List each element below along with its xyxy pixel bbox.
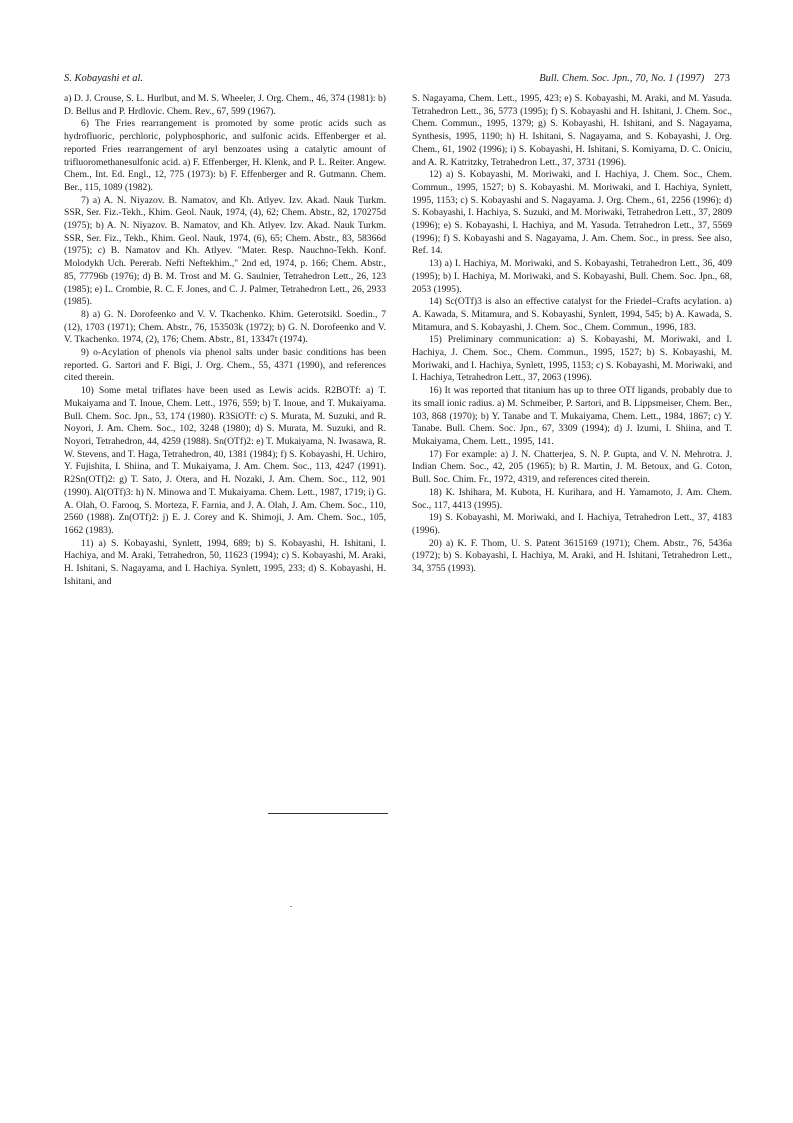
header-authors: S. Kobayashi et al.: [64, 73, 144, 84]
reference-note: 7) a) A. N. Niyazov. B. Namatov, and Kh. Atlyev. Izv. Akad. Nauk Turkm. SSR, Ser. Fiz.-Tekh., Khim. Geol. Nauk, 1974, (4), 62; Chem. Abstr., 82, 170275d (1975); b) A. N. Niyazov. B. Namatov, and Kh. Atlyev. Izv. Akad. Nauk Turkm. SSR, Ser. Fiz., Tekh., Khim. Geol. Nauk, 1974, (6), 65; Chem. Abstr., 83, 58366d (1975); c) B. Namatov and Kh. Atlyev. "Mater. Resp. Nauchno-Tekh. Konf. Molodykh Uch. Pererab. Nefti Neftekhim.," 2nd ed, 1974, p. 166; Chem. Abstr., 85, 77796b (1976); d) B. M. Trost and M. G. Saulnier, Tetrahedron Lett., 26, 123 (1985); e) L. Crombie, R. C. F. Jones, and C. J. Palmer, Tetrahedron Lett., 26, 2933 (1985).: [64, 194, 386, 308]
reference-note: 16) It was reported that titanium has up to three OTf ligands, probably due to its small ionic radius. a) M. Schmeiber, P. Sartori, and B. Lippsmeiser, Chem. Ber., 103, 868 (1970); b) Y. Tanabe and T. Mukaiyama, Chem. Lett., 1984, 1867; c) Y. Tanabe. Bull. Chem. Soc. Jpn., 67, 3309 (1994); d) J. Izumi, I. Shiina, and T. Mukaiyama, Chem. Lett., 1995, 141.: [412, 385, 732, 447]
header-journal: Bull. Chem. Soc. Jpn., 70, No. 1 (1997): [539, 73, 705, 84]
reference-continuation: a) D. J. Crouse, S. L. Hurlbut, and M. S. Wheeler, J. Org. Chem., 46, 374 (1981): b) D. Bellus and P. Hrdlovic. Chem. Rev., 67, 599 (1967).: [64, 93, 386, 117]
running-header: [64, 73, 730, 87]
reference-note: 18) K. Ishihara, M. Kubota, H. Kurihara, and H. Yamamoto, J. Am. Chem. Soc., 117, 4413 (1995).: [412, 486, 732, 511]
page-number: 273: [714, 73, 730, 84]
reference-note: 14) Sc(OTf)3 is also an effective catalyst for the Friedel–Crafts acylation. a) A. Kawada, S. Mitamura, and S. Kobayashi, Synlett, 1994, 545; b) A. Kawada, S. Mitamura, and S. Kobayashi, J. Chem. Soc., Chem. Commun., 1996, 183.: [412, 296, 732, 333]
references-right-column: [412, 93, 732, 576]
reference-note: 15) Preliminary communication: a) S. Kobayashi, M. Moriwaki, and I. Hachiya, J. Chem. Soc., Chem. Commun., 1995, 1527; b) S. Kobayashi, M. Moriwaki, and I. Hachiya, Synlett, 1995, 1153; c) S. Kobayashi, M. Moriwaki, and I. Hachiya, Tetrahedron Lett., 37, 2063 (1996).: [412, 334, 732, 384]
reference-note: 9) o-Acylation of phenols via phenol salts under basic conditions has been reported. G. Sartori and F. Bigi, J. Org. Chem., 55, 4371 (1990), and references cited therein.: [64, 347, 386, 384]
reference-note: 10) Some metal triflates have been used as Lewis acids. R2BOTf: a) T. Mukaiyama and T. Inoue, Chem. Lett., 1976, 559; b) T. Inoue, and T. Mukaiyama. Bull. Chem. Soc. Jpn., 53, 174 (1980). R3SiOTf: c) S. Murata, M. Suzuki, and R. Noyori, J. Am. Chem. Soc., 102, 3248 (1980); d) S. Murata, M. Suzuki, and R. Noyori, Tetrahedron, 44, 4259 (1988). Sn(OTf)2: e) T. Mukaiyama, N. Iwasawa, R. W. Stevens, and T. Haga, Tetrahedron, 40, 1381 (1984); f) S. Kobayashi, H. Uchiro, Y. Fujishita, I. Shiina, and T. Mukaiyama, J. Am. Chem. Soc., 113, 4247 (1991). R2Sn(OTf)2: g) T. Sato, J. Otera, and H. Nozaki, J. Am. Chem. Soc., 112, 901 (1990). Al(OTf)3: h) N. Minowa and T. Mukaiyama. Chem. Lett., 1987, 1719; i) G. A. Olah, O. Farooq, S. Morteza, F. Farnia, and J. A. Olah, J. Am. Chem. Soc., 110, 2560 (1988). Zn(OTf)2: j) E. J. Corey and K. Shimoji, J. Am. Chem. Soc., 105, 1662 (1983).: [64, 385, 386, 536]
end-rule: [268, 813, 388, 814]
header-journal-info: [539, 73, 730, 84]
references-left-column: [64, 93, 386, 588]
scan-speck: [290, 906, 292, 907]
reference-note: 19) S. Kobayashi, M. Moriwaki, and I. Hachiya, Tetrahedron Lett., 37, 4183 (1996).: [412, 512, 732, 536]
reference-note: 6) The Fries rearrangement is promoted by some protic acids such as hydrofluoric, perchloric, polyphosphoric, and sulfonic acids. Effenberger et al. reported Fries rearrangement of aryl benzoates using a catalytic amount of trifluoromethanesulfonic acid. a) F. Effenberger, H. Klenk, and P. L. Reiter. Angew. Chem., Int. Ed. Engl., 12, 775 (1973): b) F. Effenberger and R. Gutmann. Chem. Ber., 115, 1089 (1982).: [64, 118, 386, 193]
reference-note: 11) a) S. Kobayashi, Synlett, 1994, 689; b) S. Kobayashi, H. Ishitani, I. Hachiya, and M. Araki, Tetrahedron, 50, 11623 (1994); c) S. Kobayashi, M. Araki, H. Ishitani, S. Nagayama, and I. Hachiya. Synlett, 1995, 233; d) S. Kobayashi, H. Ishitani, and: [64, 537, 386, 587]
reference-note: 17) For example: a) J. N. Chatterjea, S. N. P. Gupta, and V. N. Mehrotra. J. Indian Chem. Soc., 42, 205 (1965); b) R. Martin, J. M. Betoux, and G. Coton, Bull. Soc. Chim. Fr., 1972, 4319, and references cited therein.: [412, 448, 732, 486]
reference-note: 8) a) G. N. Dorofeenko and V. V. Tkachenko. Khim. Geterotsikl. Soedin., 7 (12), 1703 (1971); Chem. Abstr., 76, 153503k (1972); b) G. N. Dorofeenko and V. V. Tkachenko. 1974, (2), 176; Chem. Abstr., 81, 13347t (1974).: [64, 308, 386, 346]
reference-continuation: S. Nagayama, Chem. Lett., 1995, 423; e) S. Kobayashi, M. Araki, and M. Yasuda. Tetrahedron Lett., 36, 5773 (1995); f) S. Kobayashi and H. Ishitani, J. Chem. Soc., Chem. Commun., 1995, 1379; g) S. Kobayashi, H. Ishitani, and S. Nagayama, Synthesis, 1995, 1190; h) H. Ishitani, S. Nagayama, and S. Kobayashi, J. Org. Chem., 61, 1902 (1996); i) S. Kobayashi, H. Ishitani, S. Komiyama, D. C. Oniciu, and A. R. Katritzky, Tetrahedron Lett., 37, 3731 (1996).: [412, 93, 732, 168]
reference-note: 13) a) I. Hachiya, M. Moriwaki, and S. Kobayashi, Tetrahedron Lett., 36, 409 (1995); b) I. Hachiya, M. Moriwaki, and S. Kobayashi, Bull. Chem. Soc. Jpn., 68, 2053 (1995).: [412, 258, 732, 295]
reference-note: 20) a) K. F. Thom, U. S. Patent 3615169 (1971); Chem. Abstr., 76, 5436a (1972); b) S. Kobayashi, I. Hachiya, M. Araki, and H. Ishitani, Tetrahedron Lett., 34, 3755 (1993).: [412, 537, 732, 575]
reference-note: 12) a) S. Kobayashi, M. Moriwaki, and I. Hachiya, J. Chem. Soc., Chem. Commun., 1995, 1527; b) S. Kobayashi. M. Moriwaki, and I. Hachiya, Synlett, 1995, 1153; c) S. Kobayashi and S. Nagayama. J. Org. Chem., 61, 2256 (1996); d) S. Kobayashi, I. Hachiya, S. Suzuki, and M. Moriwaki, Tetrahedron Lett., 37, 2809 (1996); e) S. Kobayashi, I. Hachiya, and M. Yasuda. Tetrahedron Lett., 37, 5569 (1996); f) S. Kobayashi and S. Nagayama, J. Am. Chem. Soc., in press. See also, Ref. 14.: [412, 169, 732, 257]
